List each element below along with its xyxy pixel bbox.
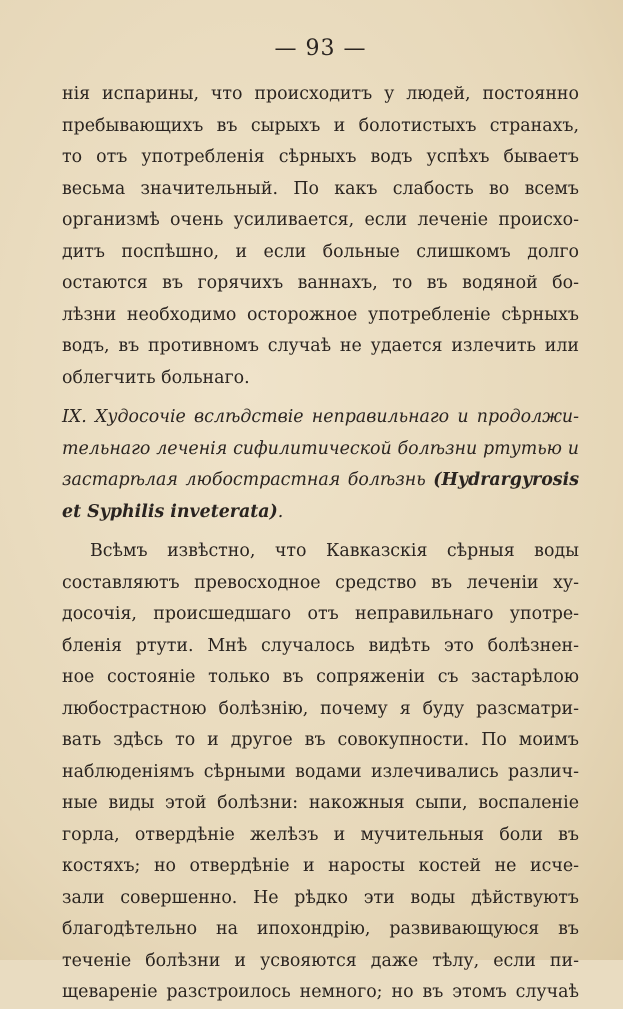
latin-term: (Hydrargyrosis — [433, 470, 579, 490]
text-line: бленія ртути. Мнѣ случалось видѣть это болѣзнен- — [62, 635, 579, 656]
text-line: составляютъ превосходное средство въ леченіи ху- — [62, 572, 579, 593]
text-line: нія испарины, что происходитъ у людей, постоянно — [62, 84, 579, 104]
text-line: ное состояніе только въ сопряженіи съ застарѣлою — [62, 667, 579, 687]
text-line: наблюденіямъ сѣрными водами излечивались различ- — [62, 761, 579, 782]
paragraph-2 — [62, 536, 579, 1009]
text-line: организмѣ очень усиливается, если леченіе происхо- — [62, 210, 579, 230]
text-line: ные виды этой болѣзни: накожныя сыпи, воспаленіе — [62, 793, 579, 813]
heading-line: IX. Худосочіе вслѣдствіе неправильнаго и продолжи- — [62, 407, 579, 427]
text-line: досочія, происшедшаго отъ неправильнаго употре- — [62, 604, 579, 624]
text-line: дитъ поспѣшно, и если больные слишкомъ долго — [62, 241, 579, 262]
text-line: весьма значительный. По какъ слабость во всемъ — [62, 178, 579, 199]
text-line: теченіе болѣзни и усвояются даже тѣлу, если пи- — [62, 950, 579, 971]
text-line: лѣзни необходимо осторожное употребленіе сѣрныхъ — [62, 304, 579, 325]
page-number: — 93 — — [274, 36, 367, 61]
text-line: облегчить больнаго. — [62, 367, 250, 388]
text-line: благодѣтельно на ипохондрію, развивающуюся въ — [62, 919, 579, 939]
text-line: пребывающихъ въ сырыхъ и болотистыхъ странахъ, — [62, 115, 579, 136]
text-line: горла, отвердѣніе желѣзъ и мучительныя боли въ — [62, 824, 579, 845]
heading-line — [62, 465, 579, 497]
text-line: вать здѣсь то и другое въ совокупности. По моимъ — [62, 730, 579, 750]
latin-term: et Syphilis inveterata) — [62, 501, 278, 522]
heading-line — [62, 497, 579, 529]
text-line: любострастною болѣзнію, почему я буду разсматри- — [62, 698, 579, 719]
text-line: щевареніе разстроилось немного; но въ этомъ случаѣ — [62, 982, 579, 1002]
heading-line: тельнаго леченія сифилитической болѣзни ртутью и — [62, 438, 579, 459]
text-line: водъ, въ противномъ случаѣ не удается излечить или — [62, 336, 579, 356]
heading-text: застарѣлая любострастная болѣзнь — [62, 470, 434, 490]
text-line: остаются въ горячихъ ваннахъ, то въ водяной бо- — [62, 273, 579, 293]
section-heading — [62, 402, 579, 528]
paragraph-1 — [62, 79, 579, 394]
text-line: то отъ употребленія сѣрныхъ водъ успѣхъ бываетъ — [62, 147, 579, 167]
text-line: зали совершенно. Не рѣдко эти воды дѣйствуютъ — [62, 887, 579, 908]
heading-text: . — [277, 501, 284, 522]
text-line: костяхъ; но отвердѣніе и наросты костей не исче- — [62, 856, 579, 876]
text-line: Всѣмъ извѣстно, что Кавказскія сѣрныя воды — [90, 541, 579, 561]
